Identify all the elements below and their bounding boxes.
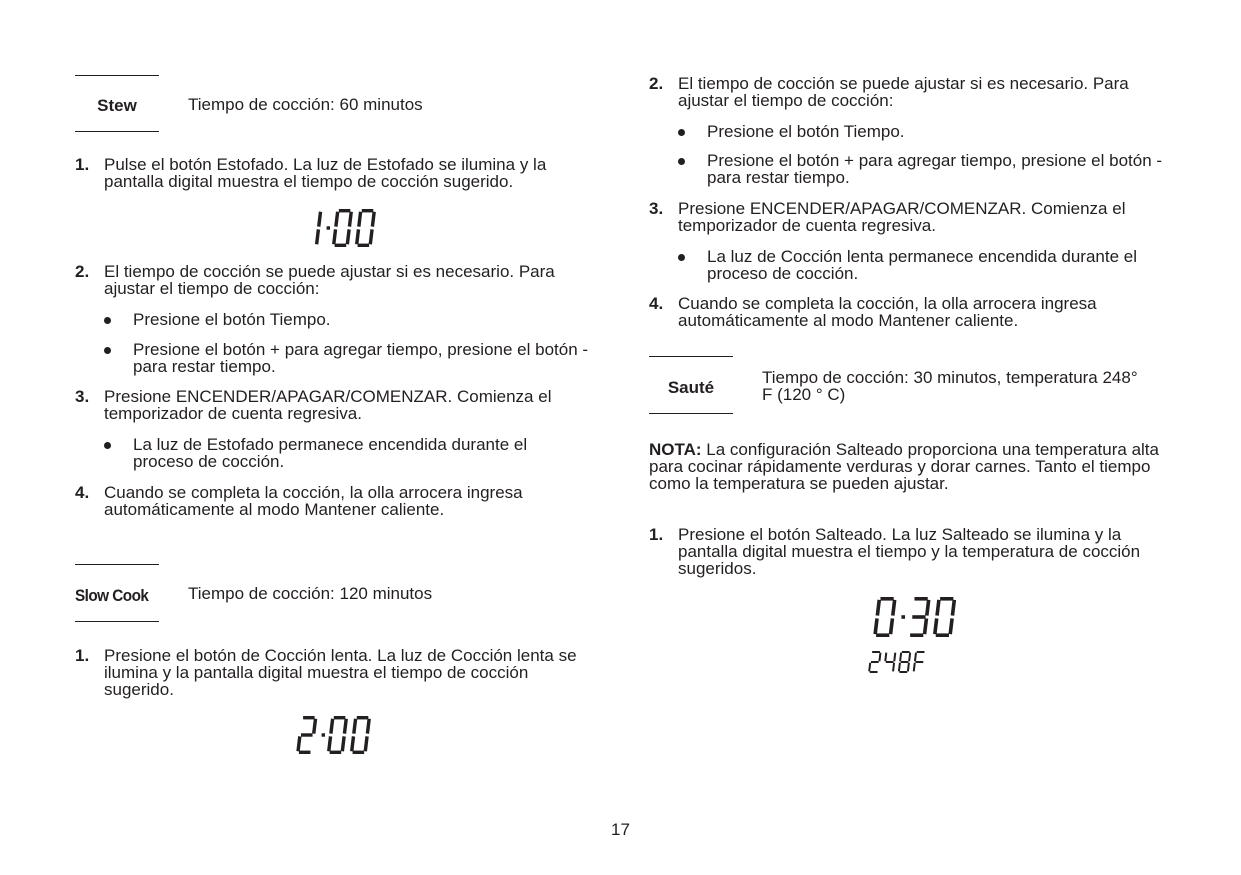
lcd-seg-b	[314, 719, 316, 734]
saute-lcd-temp-display	[868, 651, 930, 673]
lcd-seg-b	[319, 212, 321, 227]
lcd-seg-c	[365, 736, 367, 751]
lcd-digit-8	[899, 652, 910, 672]
lcd-digit-0	[352, 718, 369, 753]
lcd-digit-1	[317, 212, 321, 245]
step-text: Presione ENCENDER/APAGAR/COMENZAR. Comienza el temporizador de cuenta regresiva.	[104, 387, 552, 423]
step-number: 1.	[649, 525, 664, 544]
bullet-icon	[678, 254, 685, 261]
lcd-colon-dot	[901, 615, 905, 619]
slow-cook-lcd-display	[296, 716, 377, 754]
divider	[649, 413, 733, 414]
step-number: 4.	[75, 483, 90, 502]
note-label: NOTA:	[649, 440, 702, 459]
lcd-seg-c	[342, 736, 344, 751]
divider	[75, 621, 159, 622]
lcd-digit-3	[910, 599, 929, 635]
divider	[649, 356, 733, 357]
lcd-seg-c	[347, 229, 349, 244]
step-number: 3.	[649, 199, 664, 218]
lcd-seg-b	[344, 719, 346, 734]
lcd-seg-f	[937, 600, 939, 616]
step-number: 4.	[649, 294, 664, 313]
lcd-seg-b	[879, 653, 880, 662]
lcd-seg-f	[336, 212, 338, 227]
bullet-text: Presione el botón + para agregar tiempo, presione el botón - para restar tiempo.	[707, 151, 1163, 187]
stew-mode-name: Stew	[97, 96, 137, 115]
lcd-seg-b	[909, 653, 910, 662]
step-text: Presione el botón Salteado. La luz Salteado se ilumina y la pantalla digital muestra el tiempo y la temperatura de cocción sugeridos.	[678, 525, 1141, 578]
lcd-digits	[868, 651, 930, 673]
lcd-seg-f	[885, 653, 886, 662]
lcd-seg-f	[359, 212, 361, 227]
lcd-digits	[296, 716, 377, 754]
lcd-seg-b	[372, 212, 374, 227]
lcd-seg-e	[298, 736, 300, 751]
step-text: Cuando se completa la cocción, la olla arrocera ingresa automáticamente al modo Mantener caliente.	[104, 483, 523, 519]
lcd-colon	[327, 226, 330, 229]
note-text: La configuración Salteado proporciona una temperatura alta para cocinar rápidamente verduras y dorar carnes. Tanto el tiempo como la temperatura se pueden ajustar.	[649, 440, 1159, 493]
lcd-colon-dot	[327, 226, 330, 229]
page-number: 17	[611, 820, 630, 839]
lcd-digit-F	[914, 652, 925, 671]
divider	[75, 75, 159, 76]
divider	[75, 131, 159, 132]
bullet-text: Presione el botón + para agregar tiempo, presione el botón - para restar tiempo.	[133, 340, 589, 376]
lcd-seg-e	[869, 663, 870, 672]
step-text: Pulse el botón Estofado. La luz de Estofado se ilumina y la pantalla digital muestra el tiempo de cocción sugerido.	[104, 155, 547, 191]
lcd-seg-e	[899, 663, 900, 672]
lcd-seg-f	[900, 653, 901, 662]
divider	[75, 564, 159, 565]
lcd-colon-dot	[322, 733, 325, 736]
lcd-seg-e	[875, 618, 877, 634]
lcd-digit-0	[329, 718, 346, 753]
bullet-icon	[104, 442, 111, 449]
lcd-seg-f	[331, 719, 333, 734]
lcd-seg-e	[357, 229, 359, 244]
saute-mode-description: Tiempo de cocción: 30 minutos, temperatura 248° F (120 ° C)	[762, 368, 1138, 404]
stew-lcd-display	[301, 209, 382, 247]
step-number: 2.	[649, 74, 664, 93]
bullet-text: La luz de Cocción lenta permanece encendida durante el proceso de cocción.	[707, 247, 1138, 283]
lcd-digit-0	[935, 599, 955, 635]
bullet-icon	[678, 129, 685, 136]
bullet-icon	[104, 347, 111, 354]
lcd-seg-e	[935, 618, 937, 634]
lcd-seg-c	[908, 663, 909, 672]
step-text: El tiempo de cocción se puede ajustar si es necesario. Para ajustar el tiempo de cocción:	[104, 262, 555, 298]
lcd-digit-0	[875, 599, 895, 635]
lcd-seg-f	[877, 600, 879, 616]
lcd-seg-b	[893, 600, 895, 616]
lcd-seg-b	[349, 212, 351, 227]
lcd-digit-2	[869, 652, 880, 672]
bullet-text: Presione el botón Tiempo.	[133, 310, 331, 329]
saute-lcd-time-display	[873, 597, 963, 637]
step-text: Presione el botón de Cocción lenta. La luz de Cocción lenta se ilumina y la pantalla digital muestra el tiempo de cocción sugerido.	[104, 646, 577, 699]
step-text: Presione ENCENDER/APAGAR/COMENZAR. Comienza el temporizador de cuenta regresiva.	[678, 199, 1126, 235]
bullet-icon	[104, 317, 111, 324]
lcd-seg-c	[891, 618, 893, 634]
stew-mode-description: Tiempo de cocción: 60 minutos	[188, 95, 423, 114]
lcd-seg-c	[950, 618, 952, 634]
step-text: El tiempo de cocción se puede ajustar si es necesario. Para ajustar el tiempo de cocción:	[678, 74, 1129, 110]
lcd-seg-c	[370, 229, 372, 244]
lcd-digits	[873, 597, 963, 637]
lcd-colon	[322, 733, 325, 736]
step-number: 1.	[75, 646, 90, 665]
bullet-icon	[678, 158, 685, 165]
step-number: 2.	[75, 262, 90, 281]
bullet-text: La luz de Estofado permanece encendida durante el proceso de cocción.	[133, 435, 528, 471]
lcd-seg-b	[952, 600, 954, 616]
lcd-seg-e	[329, 736, 331, 751]
slow-cook-mode-description: Tiempo de cocción: 120 minutos	[188, 584, 433, 603]
bullet-text: Presione el botón Tiempo.	[707, 122, 905, 141]
saute-note	[649, 441, 1169, 492]
lcd-seg-b	[927, 600, 929, 616]
step-number: 3.	[75, 387, 90, 406]
lcd-digit-0	[357, 211, 374, 246]
slow-cook-mode-name: Slow Cook	[75, 586, 149, 605]
lcd-seg-c	[893, 663, 894, 672]
lcd-seg-e	[352, 736, 354, 751]
lcd-digits	[301, 209, 382, 247]
lcd-digit-4	[885, 653, 895, 672]
lcd-digit-0	[334, 211, 351, 246]
lcd-seg-b	[367, 719, 369, 734]
step-number: 1.	[75, 155, 90, 174]
saute-mode-name: Sauté	[667, 378, 715, 397]
lcd-seg-c	[317, 229, 319, 244]
lcd-digit-2	[298, 718, 315, 753]
lcd-seg-b	[894, 653, 895, 662]
lcd-seg-e	[914, 663, 915, 672]
step-text: Cuando se completa la cocción, la olla arrocera ingresa automáticamente al modo Mantener caliente.	[678, 294, 1097, 330]
lcd-seg-f	[354, 719, 356, 734]
lcd-seg-e	[334, 229, 336, 244]
lcd-colon	[901, 615, 905, 619]
lcd-seg-c	[925, 618, 927, 634]
lcd-seg-f	[915, 653, 916, 662]
